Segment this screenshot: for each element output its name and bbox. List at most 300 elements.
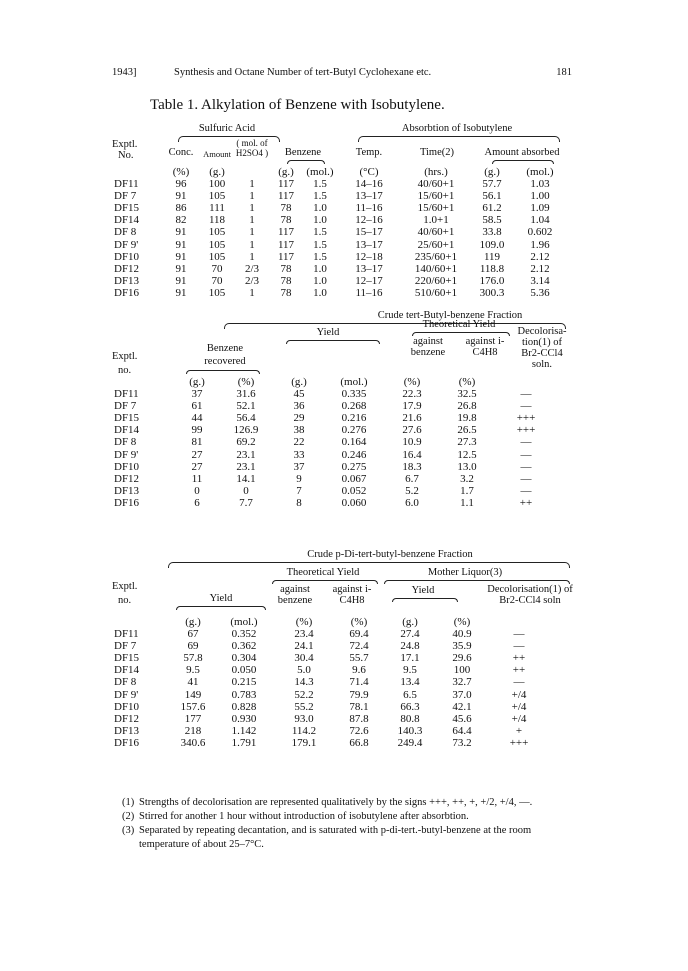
h-yield: Yield [209, 593, 233, 604]
data-cell: 105 [208, 226, 226, 239]
data-cell: 0.050 [231, 664, 257, 677]
experiment-id-cell: DF14 [114, 214, 140, 227]
table-row [114, 251, 568, 263]
table-row [114, 449, 556, 461]
table-row [114, 485, 556, 497]
unit-cell: (%) [458, 376, 476, 388]
data-cell: 1.5 [313, 190, 327, 203]
h-theoretical-yield: Theoretical Yield [422, 319, 496, 330]
unit-cell: (mol.) [526, 166, 554, 178]
data-cell: 0.246 [341, 448, 367, 461]
experiment-id-cell: DF10 [114, 700, 140, 713]
data-cell: 11–16 [355, 202, 383, 215]
experiment-id-cell: DF12 [114, 262, 140, 275]
h-mother-liquor: Mother Liquor(3) [427, 567, 503, 578]
h-no: no. [118, 595, 132, 606]
unit-cell: (mol.) [306, 166, 334, 178]
data-cell: 78 [280, 202, 292, 215]
data-cell: 56.1 [482, 190, 502, 203]
experiment-id-cell: DF15 [114, 412, 140, 425]
data-cell: 105 [208, 238, 226, 251]
data-cell: 27 [191, 448, 203, 461]
data-cell: 41 [187, 676, 199, 689]
h-mol-of-h2so4: ( mol. of H2SO4 ) [235, 138, 269, 158]
data-cell: 0.930 [231, 712, 257, 725]
h-conc: Conc. [168, 147, 194, 158]
data-cell: 117 [277, 250, 295, 263]
data-cell: 66.3 [400, 700, 420, 713]
table-row [114, 461, 556, 473]
data-cell: 23.1 [236, 448, 256, 461]
data-cell: — [513, 676, 525, 689]
data-cell: 140/60+1 [414, 262, 458, 275]
data-cell: 40/60+1 [417, 178, 455, 191]
h-amount: Amount [203, 149, 231, 159]
table-row [114, 725, 550, 737]
data-cell: 0.215 [231, 676, 257, 689]
table-row [114, 664, 550, 676]
data-cell: 18.3 [402, 460, 422, 473]
data-cell: 119 [483, 250, 501, 263]
data-cell: 114.2 [291, 724, 317, 737]
table-row [114, 689, 550, 701]
data-cell: 111 [209, 202, 225, 215]
data-cell: 13.0 [457, 460, 477, 473]
unit-cell: (g.) [278, 166, 294, 178]
data-cell: 12.5 [457, 448, 477, 461]
table-row [114, 713, 550, 725]
data-cell: +/4 [511, 700, 527, 713]
unit-cell: (°C) [359, 166, 379, 178]
data-cell: 2/3 [244, 274, 260, 287]
brace [186, 370, 260, 374]
data-cell: 0.268 [341, 400, 367, 413]
data-cell: 96 [175, 178, 187, 191]
data-cell: 93.0 [294, 712, 314, 725]
data-cell: 69.4 [349, 628, 369, 641]
table3-units-row [114, 616, 550, 628]
unit-cell: (%) [403, 376, 421, 388]
data-cell: 0.602 [527, 226, 553, 239]
data-cell: 249.4 [397, 736, 423, 749]
table-row [114, 640, 550, 652]
h-yield: Yield [316, 327, 340, 338]
experiment-id-cell: DF14 [114, 664, 140, 677]
data-cell: 38 [293, 424, 305, 437]
experiment-id-cell: DF 9' [114, 238, 139, 251]
table-row [114, 239, 568, 251]
data-cell: 1.0 [313, 274, 327, 287]
h-no: no. [118, 365, 132, 376]
unit-cell: (%) [350, 616, 368, 628]
data-cell: 1.03 [530, 178, 550, 191]
data-cell: — [520, 484, 532, 497]
data-cell: 0.164 [341, 436, 367, 449]
table-row [114, 497, 556, 509]
data-cell: 9.6 [352, 664, 366, 677]
data-cell: 0.828 [231, 700, 257, 713]
data-cell: 13.4 [400, 676, 420, 689]
table2-body [114, 376, 556, 509]
data-cell: 157.6 [180, 700, 206, 713]
data-cell: 0.060 [341, 496, 367, 509]
data-cell: 1.96 [530, 238, 550, 251]
table-row [114, 226, 568, 238]
data-cell: 1 [249, 214, 255, 227]
data-cell: 78 [280, 274, 292, 287]
h-temp: Temp. [355, 147, 383, 158]
data-cell: 44 [191, 412, 203, 425]
experiment-id-cell: DF11 [114, 178, 139, 191]
data-cell: 1.5 [313, 226, 327, 239]
data-cell: 0 [194, 484, 200, 497]
data-cell: 82 [175, 214, 187, 227]
table-row [114, 412, 556, 424]
table-row [114, 676, 550, 688]
h-theoretical-yield: Theoretical Yield [286, 567, 360, 578]
experiment-id-cell: DF16 [114, 496, 140, 509]
experiment-id-cell: DF 7 [114, 400, 137, 413]
data-cell: 6.7 [405, 472, 419, 485]
data-cell: 12–17 [355, 274, 383, 287]
unit-cell: (g.) [189, 376, 205, 388]
data-cell: +/4 [511, 688, 527, 701]
data-cell: 140.3 [397, 724, 423, 737]
brace [286, 340, 380, 344]
footnotes [122, 796, 562, 852]
data-cell: 40/60+1 [417, 226, 455, 239]
experiment-id-cell: DF 7 [114, 190, 137, 203]
data-cell: 61 [191, 400, 203, 413]
h-no: No. [118, 150, 134, 161]
data-cell: 1 [249, 190, 255, 203]
data-cell: 25/60+1 [417, 238, 455, 251]
data-cell: 0.304 [231, 652, 257, 665]
data-cell: 0.352 [231, 628, 257, 641]
unit-cell: (mol.) [230, 616, 258, 628]
h-against-c4h8: against i-C4H8 [465, 336, 505, 358]
data-cell: 27.4 [400, 628, 420, 641]
data-cell: 78 [280, 286, 292, 299]
brace [176, 606, 266, 610]
data-cell: 33.8 [482, 226, 502, 239]
data-cell: 5.2 [405, 484, 419, 497]
data-cell: — [513, 640, 525, 653]
data-cell: 66.8 [349, 736, 369, 749]
group-di-tert-butyl-benzene: Crude p-Di-tert-butyl-benzene Fraction [307, 549, 473, 560]
h-exptl: Exptl. [112, 139, 138, 150]
data-cell: 15/60+1 [417, 190, 455, 203]
data-cell: +/4 [511, 712, 527, 725]
data-cell: 9.5 [403, 664, 417, 677]
unit-cell: (%) [295, 616, 313, 628]
data-cell: 23.4 [294, 628, 314, 641]
footnote-text: Stirred for another 1 hour without introduction of isobutylene after absorbtion. [139, 811, 469, 822]
brace [287, 160, 325, 164]
h-exptl: Exptl. [112, 581, 138, 592]
h-benzene: Benzene [284, 147, 322, 158]
data-cell: +++ [516, 412, 536, 425]
experiment-id-cell: DF14 [114, 424, 140, 437]
h-decolorisation: Decolorisa- tion(1) of Br2-CCl4 soln. [517, 326, 567, 370]
data-cell: 118.8 [479, 262, 505, 275]
table-row [114, 701, 550, 713]
data-cell: 1 [249, 202, 255, 215]
table-row [114, 178, 568, 190]
data-cell: 218 [184, 724, 202, 737]
data-cell: +++ [509, 736, 529, 749]
data-cell: 1.00 [530, 190, 550, 203]
data-cell: 100 [208, 178, 226, 191]
data-cell: — [520, 400, 532, 413]
table2-units-row [114, 376, 556, 388]
data-cell: 0.052 [341, 484, 367, 497]
data-cell: 149 [184, 688, 202, 701]
data-cell: 91 [175, 262, 187, 275]
data-cell: + [515, 724, 523, 737]
data-cell: 220/60+1 [414, 274, 458, 287]
data-cell: 105 [208, 286, 226, 299]
data-cell: 117 [277, 178, 295, 191]
footnote-number: (3) [122, 825, 135, 836]
data-cell: 179.1 [291, 736, 317, 749]
data-cell: 72.6 [349, 724, 369, 737]
data-cell: 0.335 [341, 388, 367, 401]
data-cell: 177 [184, 712, 202, 725]
data-cell: 17.1 [400, 652, 420, 665]
data-cell: 99 [191, 424, 203, 437]
experiment-id-cell: DF 9' [114, 688, 139, 701]
unit-cell [234, 166, 270, 178]
table-row [114, 400, 556, 412]
data-cell: 340.6 [180, 736, 206, 749]
table-row [114, 287, 568, 299]
data-cell: 8 [296, 496, 302, 509]
data-cell: 27 [191, 460, 203, 473]
data-cell: 1.0 [313, 202, 327, 215]
data-cell: 57.7 [482, 178, 502, 191]
brace [492, 160, 554, 164]
data-cell: 22.3 [402, 388, 422, 401]
data-cell: 117 [277, 190, 295, 203]
data-cell: 55.7 [349, 652, 369, 665]
experiment-id-cell: DF10 [114, 250, 140, 263]
data-cell: 1.04 [530, 214, 550, 227]
unit-cell: (g.) [402, 616, 418, 628]
data-cell: 91 [175, 286, 187, 299]
table-row [114, 628, 550, 640]
data-cell: 14.3 [294, 676, 314, 689]
table-row [114, 214, 568, 226]
header-page-number: 181 [556, 67, 572, 78]
h-against-benzene: against benzene [410, 336, 446, 358]
experiment-id-cell: DF12 [114, 472, 140, 485]
table-row [114, 275, 568, 287]
table-row [114, 436, 556, 448]
data-cell: 176.0 [479, 274, 505, 287]
data-cell: 91 [175, 274, 187, 287]
data-cell: 78.1 [349, 700, 369, 713]
data-cell: 0.276 [341, 424, 367, 437]
data-cell: 16.4 [402, 448, 422, 461]
data-cell: 2/3 [244, 262, 260, 275]
data-cell: 1.5 [313, 178, 327, 191]
data-cell: 91 [175, 226, 187, 239]
data-cell: 24.1 [294, 640, 314, 653]
footnote [122, 824, 562, 852]
unit-cell: (g.) [484, 166, 500, 178]
data-cell: 118 [208, 214, 226, 227]
data-cell: 1.142 [231, 724, 257, 737]
data-cell: 33 [293, 448, 305, 461]
experiment-id-cell: DF15 [114, 202, 140, 215]
data-cell: 32.7 [452, 676, 472, 689]
data-cell: 42.1 [452, 700, 472, 713]
data-cell: ++ [512, 652, 526, 665]
data-cell: 45.6 [452, 712, 472, 725]
data-cell: — [520, 472, 532, 485]
data-cell: 10.9 [402, 436, 422, 449]
unit-cell: (hrs.) [424, 166, 448, 178]
data-cell: 11 [191, 472, 203, 485]
data-cell: 1.09 [530, 202, 550, 215]
footnote-number: (2) [122, 811, 135, 822]
h-against-c4h8: against i-C4H8 [332, 584, 372, 606]
table3-body [114, 616, 550, 749]
data-cell: 23.1 [236, 460, 256, 473]
data-cell: 300.3 [479, 286, 505, 299]
data-cell: 1.0+1 [423, 214, 449, 227]
h-benzene-recovered: Benzene recovered [204, 343, 246, 367]
experiment-id-cell: DF16 [114, 736, 140, 749]
data-cell: 14.1 [236, 472, 256, 485]
data-cell: 0.067 [341, 472, 367, 485]
table-row [114, 388, 556, 400]
data-cell: 12–16 [355, 214, 383, 227]
data-cell: 1 [249, 238, 255, 251]
group-absorbtion: Absorbtion of Isobutylene [401, 123, 513, 134]
data-cell: 52.1 [236, 400, 256, 413]
data-cell: 69.2 [236, 436, 256, 449]
unit-cell: (g.) [291, 376, 307, 388]
data-cell: 2.12 [530, 262, 550, 275]
data-cell: 26.5 [457, 424, 477, 437]
table1-units-row [114, 166, 568, 178]
data-cell: 45 [293, 388, 305, 401]
header-title: Synthesis and Octane Number of tert-Butyl Cyclohexane etc. [174, 67, 432, 78]
data-cell: 80.8 [400, 712, 420, 725]
data-cell: 86 [175, 202, 187, 215]
data-cell: 69 [187, 640, 199, 653]
data-cell: 79.9 [349, 688, 369, 701]
experiment-id-cell: DF 8 [114, 676, 137, 689]
data-cell: 15–17 [355, 226, 383, 239]
data-cell: 91 [175, 238, 187, 251]
data-cell: 0.216 [341, 412, 367, 425]
data-cell: 0 [243, 484, 249, 497]
data-cell: — [520, 436, 532, 449]
data-cell: 0.783 [231, 688, 257, 701]
data-cell: 56.4 [236, 412, 256, 425]
data-cell: 5.0 [297, 664, 311, 677]
group-sulfuric-acid: Sulfuric Acid [198, 123, 256, 134]
experiment-id-cell: DF12 [114, 712, 140, 725]
footnote-number: (1) [122, 797, 135, 808]
data-cell: 13–17 [355, 238, 383, 251]
data-cell: 1 [249, 226, 255, 239]
footnote-text: Separated by repeating decantation, and is saturated with p-di-tert.-butyl-benzene at the room temperature of about 25–7°C. [139, 825, 532, 850]
data-cell: 7.7 [239, 496, 253, 509]
header-year: 1943] [112, 67, 137, 78]
table-row [114, 424, 556, 436]
data-cell: — [520, 460, 532, 473]
data-cell: 91 [175, 250, 187, 263]
data-cell: 235/60+1 [414, 250, 458, 263]
data-cell: 26.8 [457, 400, 477, 413]
data-cell: 1 [249, 250, 255, 263]
data-cell: 2.12 [530, 250, 550, 263]
data-cell: +++ [516, 424, 536, 437]
h-against-benzene: against benzene [277, 584, 313, 606]
table-row [114, 473, 556, 485]
h-ml-yield: Yield [411, 585, 435, 596]
data-cell: 27.3 [457, 436, 477, 449]
data-cell: 1.5 [313, 238, 327, 251]
data-cell: 1.7 [460, 484, 474, 497]
group-tert-butyl-benzene: Crude tert-Butyl-benzene Fraction [377, 310, 523, 321]
experiment-id-cell: DF13 [114, 484, 140, 497]
data-cell: 61.2 [482, 202, 502, 215]
data-cell: 78 [280, 262, 292, 275]
data-cell: 17.9 [402, 400, 422, 413]
table-row [114, 202, 568, 214]
h-amount-absorbed: Amount absorbed [484, 147, 560, 158]
data-cell: 126.9 [233, 424, 259, 437]
unit-cell: (g.) [185, 616, 201, 628]
table-row [114, 190, 568, 202]
data-cell: 37 [293, 460, 305, 473]
data-cell: 78 [280, 214, 292, 227]
experiment-id-cell: DF13 [114, 274, 140, 287]
data-cell: 3.14 [530, 274, 550, 287]
brace [392, 598, 458, 602]
data-cell: 117 [277, 226, 295, 239]
table-title: Table 1. Alkylation of Benzene with Isobutylene. [150, 97, 445, 113]
data-cell: 6 [194, 496, 200, 509]
h-decolorisation: Decolorisation(1) of Br2-CCl4 soln [487, 584, 573, 606]
data-cell: 109.0 [479, 238, 505, 251]
data-cell: 15/60+1 [417, 202, 455, 215]
data-cell: 29.6 [452, 652, 472, 665]
footnote-text: Strengths of decolorisation are represented qualitatively by the signs +++, ++, +, +/2, +/4, —. [139, 797, 533, 808]
data-cell: 31.6 [236, 388, 256, 401]
data-cell: 100 [453, 664, 471, 677]
data-cell: 67 [187, 628, 199, 641]
experiment-id-cell: DF11 [114, 388, 139, 401]
data-cell: 37.0 [452, 688, 472, 701]
data-cell: 35.9 [452, 640, 472, 653]
data-cell: 29 [293, 412, 305, 425]
data-cell: 40.9 [452, 628, 472, 641]
footnote [122, 796, 562, 810]
data-cell: 24.8 [400, 640, 420, 653]
experiment-id-cell: DF 9' [114, 448, 139, 461]
data-cell: 105 [208, 250, 226, 263]
data-cell: 12–18 [355, 250, 383, 263]
data-cell: 510/60+1 [414, 286, 458, 299]
data-cell: 6.0 [405, 496, 419, 509]
h-time: Time(2) [419, 147, 455, 158]
